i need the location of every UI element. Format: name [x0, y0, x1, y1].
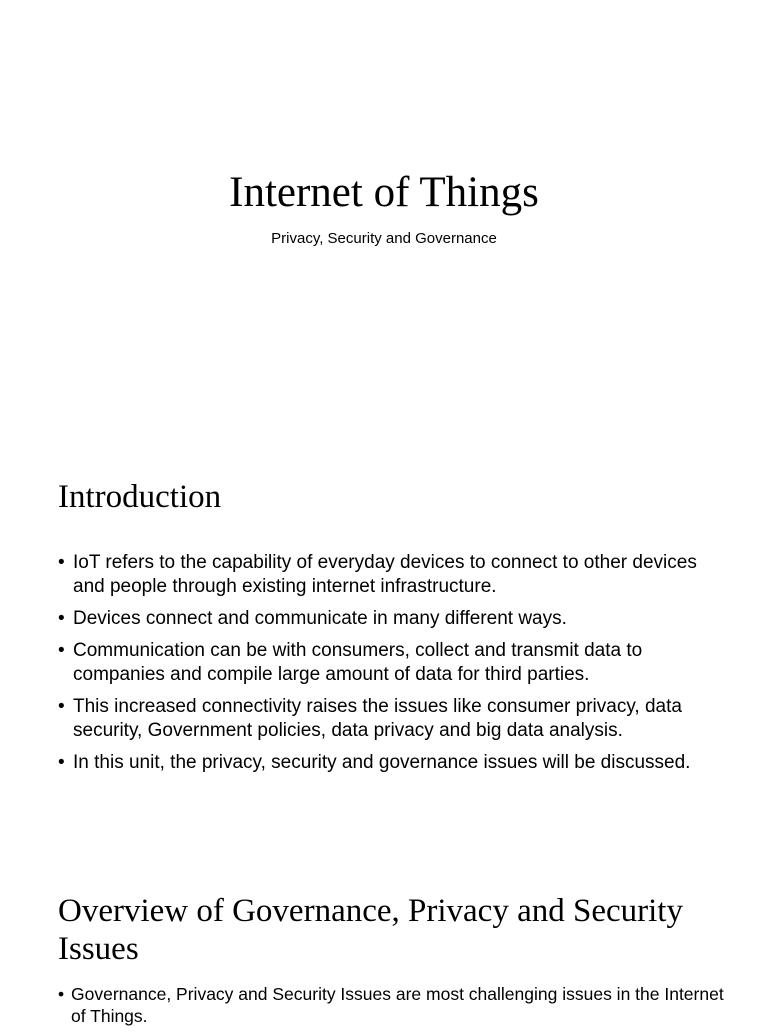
- bullet-list: [58, 551, 726, 783]
- bullet-icon: •: [58, 552, 65, 573]
- bullet-item: [58, 983, 726, 1027]
- bullet-text: Communication can be with consumers, collect and transmit data to companies and compile large amount of data for third parties.: [73, 640, 643, 685]
- bullet-icon: •: [58, 696, 65, 717]
- bullet-item: [58, 695, 726, 743]
- presentation-subtitle: Privacy, Security and Governance: [271, 230, 497, 247]
- bullet-list: [58, 983, 726, 1035]
- bullet-icon: •: [58, 608, 65, 629]
- bullet-text: Governance, Privacy and Security Issues are most challenging issues in the Internet of Things.: [71, 984, 724, 1026]
- slide-heading: Introduction: [58, 479, 222, 515]
- overview-slide: [0, 850, 768, 1024]
- bullet-item: [58, 607, 726, 631]
- introduction-slide: [0, 430, 768, 850]
- bullet-item: [58, 551, 726, 599]
- bullet-item: [58, 751, 726, 775]
- title-slide: [0, 0, 768, 430]
- bullet-text: Devices connect and communicate in many different ways.: [73, 608, 567, 629]
- bullet-icon: •: [58, 752, 65, 773]
- slide-heading: Overview of Governance, Privacy and Security Issues: [58, 893, 683, 967]
- bullet-icon: •: [58, 640, 65, 661]
- bullet-text: This increased connectivity raises the issues like consumer privacy, data security, Government policies, data privacy and big data analysis.: [73, 696, 682, 741]
- bullet-icon: •: [58, 984, 65, 1004]
- bullet-text: In this unit, the privacy, security and governance issues will be discussed.: [73, 752, 691, 773]
- bullet-text: IoT refers to the capability of everyday devices to connect to other devices and people through existing internet infrastructure.: [73, 552, 697, 597]
- bullet-item: [58, 639, 726, 687]
- presentation-title: Internet of Things: [229, 169, 539, 216]
